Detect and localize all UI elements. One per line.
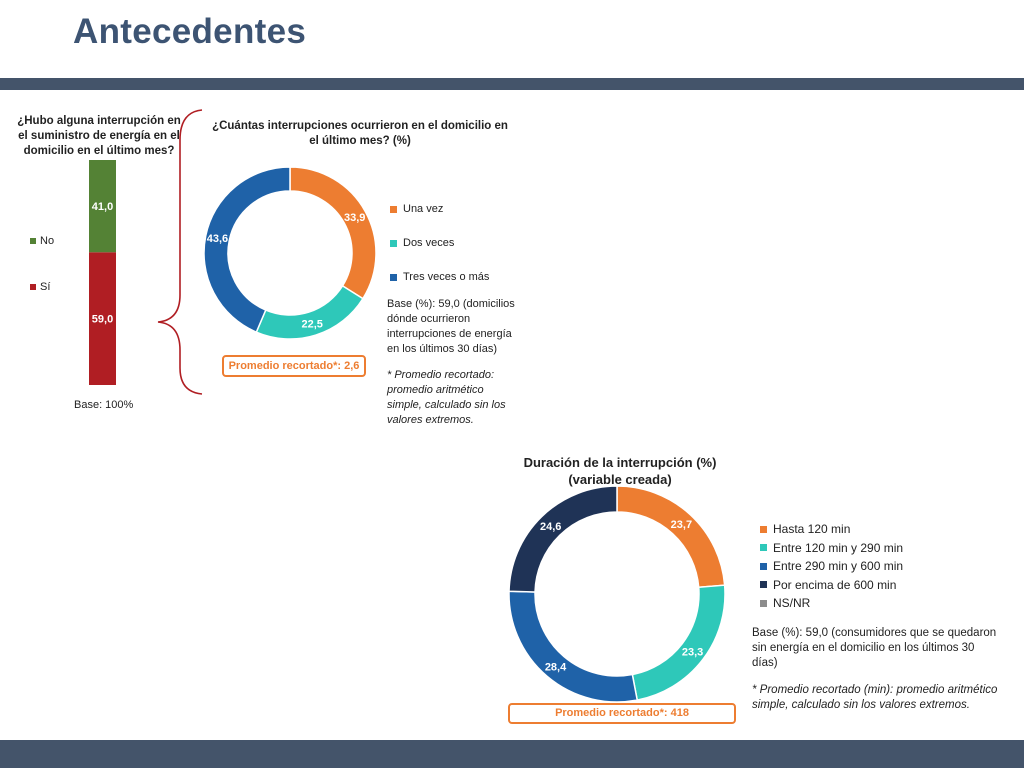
bar-segment-label: 41,0	[91, 201, 114, 214]
donut-2-footnote: * Promedio recortado (min): promedio aritmético simple, calculado sin los valores extremos.	[752, 684, 998, 711]
legend-item	[760, 594, 903, 613]
legend-label: Entre 290 min y 600 min	[773, 559, 904, 574]
donut-1-base-note: Base (%): 59,0 (domicilios dónde ocurrieron interrupciones de energía en los últimos 30 días)	[387, 298, 515, 355]
donut-slice-label: 43,6	[206, 233, 229, 246]
legend-swatch	[760, 600, 767, 607]
page-title: Antecedentes	[73, 12, 307, 51]
donut-slice-label: 23,7	[670, 519, 693, 532]
donut-slice-Entre 120 min y 290 min	[632, 585, 725, 700]
donut-1-title: ¿Cuántas interrupciones ocurrieron en el domicilio en el último mes? (%)	[212, 120, 508, 147]
legend-label: Tres veces o más	[403, 271, 490, 283]
legend-label: Dos veces	[403, 237, 455, 249]
legend-item	[760, 520, 903, 539]
legend-label: Hasta 120 min	[773, 522, 851, 537]
donut-2-title-line: Duración de la interrupción (%)	[523, 455, 717, 470]
legend-label: No	[40, 235, 55, 247]
donut-slice-Por encima de 600 min	[509, 486, 617, 592]
donut-2-subtitle: (variable creada)	[568, 472, 672, 487]
legend-label: NS/NR	[773, 596, 811, 611]
legend-swatch	[760, 563, 767, 570]
donut-2-legend	[760, 520, 903, 613]
legend-label: Por encima de 600 min	[773, 577, 897, 592]
donut-slice-label: 28,4	[544, 661, 567, 674]
legend-item	[760, 576, 903, 595]
donut-1-footnote: * Promedio recortado: promedio aritmético simple, calculado sin los valores extremos.	[387, 369, 506, 426]
legend-swatch	[760, 581, 767, 588]
donut-1-average-box: Promedio recortado*: 2,6	[222, 355, 366, 377]
donut-slice-label: 23,3	[681, 646, 704, 659]
donut-2-average-box: Promedio recortado*: 418	[508, 703, 736, 724]
legend-item	[760, 557, 903, 576]
legend-label: Una vez	[403, 203, 444, 215]
bar-chart-title: ¿Hubo alguna interrupción en el suministro de energía en el domicilio en el último mes?	[17, 115, 181, 157]
bar-chart-base-note: Base: 100%	[74, 399, 134, 411]
donut-slice-label: 33,9	[344, 212, 366, 225]
donut-slice-Hasta 120 min	[617, 486, 725, 587]
donut-2-base-note: Base (%): 59,0 (consumidores que se quedaron sin energía en el domicilio en los últimos 30 días)	[752, 627, 997, 669]
bar-segment-label: 59,0	[91, 313, 114, 326]
legend-label: Sí	[40, 281, 51, 293]
donut-slice-label: 24,6	[539, 520, 562, 533]
donut-slice-Entre 290 min y 600 min	[509, 591, 637, 702]
donut-slice-label: 22,5	[301, 318, 323, 331]
legend-item	[760, 539, 903, 558]
legend-swatch	[760, 544, 767, 551]
legend-label: Entre 120 min y 290 min	[773, 540, 904, 555]
legend-swatch	[760, 526, 767, 533]
